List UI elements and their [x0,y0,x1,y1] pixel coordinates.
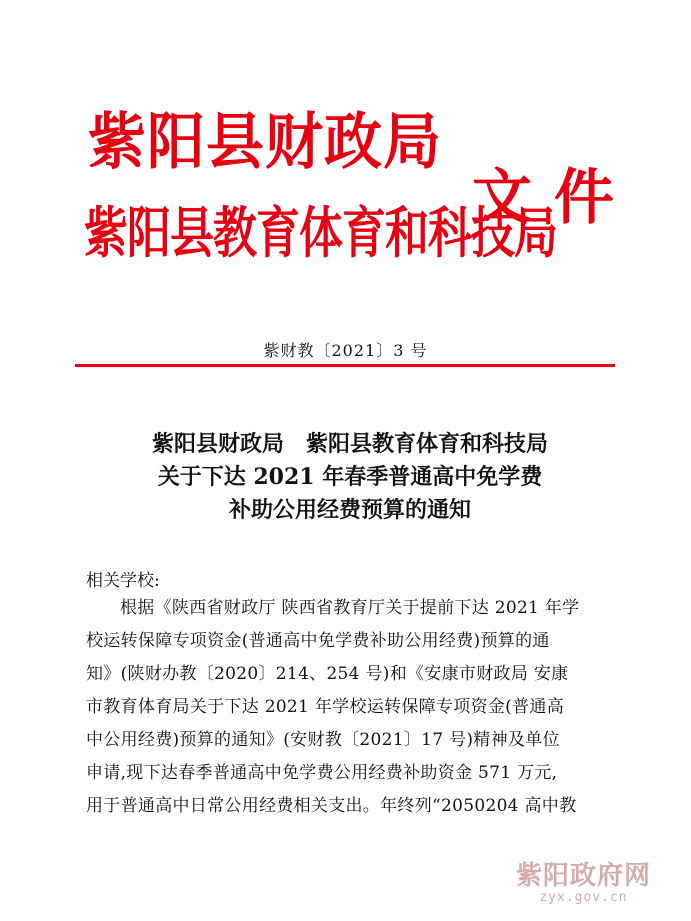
body-line: 申请,现下达春季普通高中免学费公用经费补助资金 571 万元, [86,763,558,783]
watermark-url: zyx.gov.cn [539,890,628,905]
document-number: 紫财教〔2021〕3 号 [263,341,428,360]
salutation: 相关学校: [86,571,160,591]
body-line: 根据《陕西省财政厅 陕西省教育厅关于提前下达 2021 年学 [120,598,580,618]
issuer-education-bureau: 紫阳县教育体育和科技局 [84,201,557,266]
site-watermark [516,855,651,905]
title-line: 补助公用经费预算的通知 [228,497,471,523]
body-line: 市教育体育局关于下达 2021 年学校运转保障专项资金(普通高 [86,697,565,717]
body-line: 知》(陕财办教〔2020〕214、254 号)和《安康市财政局 安康 [86,664,569,684]
document-word: 文件 [472,163,636,233]
body-line: 用于普通高中日常公用经费相关支出。年终列“2050204 高中教 [86,796,577,816]
body-line: 中公用经费)预算的通知》(安财教〔2021〕17 号)精神及单位 [86,730,560,750]
body-line: 校运转保障专项资金(普通高中免学费补助公用经费)预算的通 [86,631,550,651]
document-header [0,0,691,380]
red-divider [75,364,615,367]
body-paragraph [86,592,616,823]
title-line: 关于下达 2021 年春季普通高中免学费 [157,464,543,490]
issuer-finance-bureau: 紫阳县财政局 [88,105,443,178]
watermark-name: 紫阳政府网 [515,861,651,891]
document-title [70,428,630,527]
title-line: 紫阳县财政局 紫阳县教育体育和科技局 [151,431,548,457]
